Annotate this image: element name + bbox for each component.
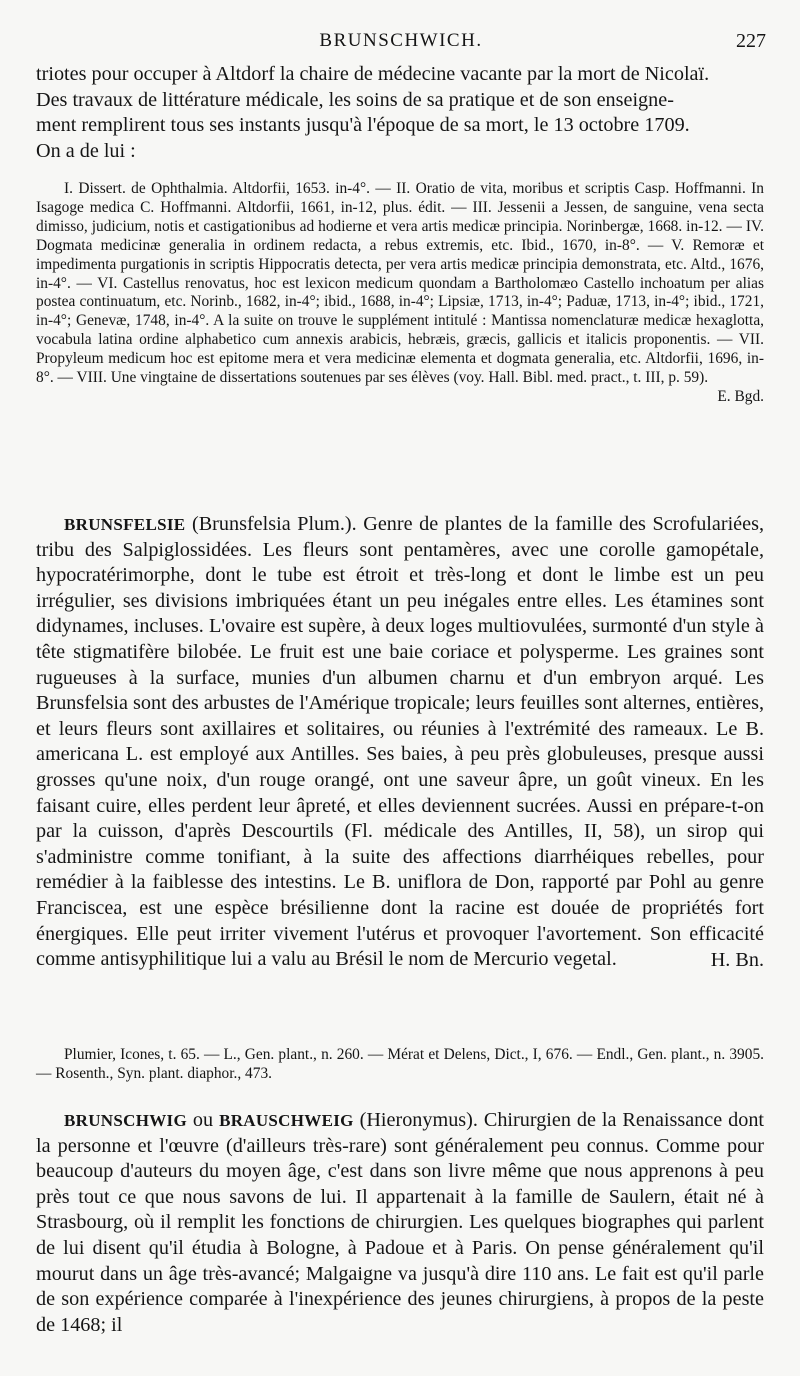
entry-first-name: (Hieronymus).	[359, 1109, 478, 1131]
entry-body: Chirurgien de la Renaissance dont la personne et l'œuvre (d'ailleurs très-rare) sont généralement peu connus. Comme pour beaucoup d'auteurs du moyen âge, c'est dans son livre même que nous apprenons à peu près tout ce que nous savons de lui. Il appartenait à la famille de Saulern, était né à Strasbourg, où il remplit les fonctions de chirurgien. Les quelques biographes qui parlent de lui disent qu'il étudia à Bologne, à Padoue et à Paris. On pense généralement qu'il mourut dans un âge très-avancé; Malgaigne va jusqu'à dire 110 ans. Le fait est qu'il parle de son expérience comparée à l'inexpérience des jeunes chirurgiens, à propos de la peste de 1468; il	[36, 1109, 765, 1336]
prev-article-line: Des travaux de littérature médicale, les soins de sa pratique et de son enseigne-	[36, 88, 674, 111]
page-header	[36, 30, 766, 56]
prev-article-line: ment remplirent tous ses instants jusqu'à l'époque de sa mort, le 13 octobre 1709.	[36, 114, 690, 137]
references-text: Plumier, Icones, t. 65. — L., Gen. plant., n. 260. — Mérat et Delens, Dict., I, 676. — Endl., Gen. plant., n. 3905. — Rosenth., Syn. plant. diaphor., 473.	[36, 1046, 764, 1082]
entry-headword: BRUNSCHWIG	[64, 1111, 187, 1130]
entry-body: Genre de plantes de la famille des Scrofulariées, tribu des Salpiglossidées. Les fleurs sont pentamères, avec une corolle gamopétale, hypocratérimorphe, dont le tube est étroit et très-long et dont le limbe est un peu irrégulier, ses divisions imbriquées étant un peu inégales entre elles. Les étamines sont didynames, incluses. L'ovaire est supère, à deux loges multiovulées, surmonté d'un style à tête stigmatifère bilobée. Le fruit est une baie coriace et polysperme. Les graines sont rugueuses à la surface, munies d'un albumen charnu et d'un embryon arqué. Les Brunsfelsia sont des arbustes de l'Amérique tropicale; leurs feuilles sont alternes, entières, et leurs fleurs sont axillaires et solitaires, ou réunies à l'extrémité des rameaux. Le B. americana L. est employé aux Antilles. Ses baies, à peu près globuleuses, presque aussi grosses qu'une noix, d'un rouge orangé, ont une saveur âpre, un goût vineux. En les faisant cuire, elles perdent leur âpreté, et elles deviennent sucrées. Aussi en prépare-t-on par la cuisson, d'après Descourtils (Fl. médicale des Antilles, II, 58), un sirop qui s'administre comme tonifiant, à la suite des affections diarrhéiques rebelles, pour remédier à la faiblesse des intestins. Le B. uniflora de Don, rapporté par Pohl au genre Franciscea, est une espèce brésilienne dont la racine est douée de propriétés fort énergiques. Elle peut irriter vivement l'utérus et provoquer l'avortement. Son efficacité comme antisyphilitique lui a valu au Brésil le nom de Mercurio vegetal.	[36, 513, 765, 971]
prev-article-bibliography-block	[36, 180, 764, 407]
entry-brunsfelsie-references	[36, 1046, 764, 1084]
running-head: BRUNSCHWICH.	[319, 30, 483, 51]
bibliography-list: I. Dissert. de Ophthalmia. Altdorfii, 1653. in-4°. — II. Oratio de vita, moribus et scriptis Casp. Hoffmanni. In Isagoge medica C. Hoffmanni. Altdorfii, 1661, in-12, plus. édit. — III. Jessenii a Jessen, de sanguine, vena secta dimisso, judicium, notis et castigationibus ad hodierne et vera artis medicæ principia. Norinbergæ, 1668. in-12. — IV. Dogmata medicinæ generalia in ordinem redacta, a rebus extremis, etc. Ibid., 1670, in-8°. — V. Remoræ et impedimenta purgationis in scriptis Hippocratis detecta, per vera artis medicæ principia demonstrata, etc. Altd., 1676, in-4°. — VI. Castellus renovatus, hoc est lexicon medicum quondam a Bartholomæo Castello inchoatum per alias postea continuatum, etc. Norinb., 1682, in-4°; ibid., 1688, in-4°; Lipsiæ, 1713, in-4°; Paduæ, 1713, in-4°; ibid., 1721, in-4°; Genevæ, 1748, in-4°. A la suite on trouve le supplément intitulé : Mantissa nomenclaturæ medicæ hexaglotta, vocabula latina ordine alphabetico cum annexis arabicis, hebræis, græcis, gallicis et italicis proponentis. — VII. Propyleum medicum hoc est epitome mera et vera medicinæ elementa et dogmata generalia, etc. Altdorfii, 1696, in-8°. — VIII. Une vingtaine de dissertations soutenues par ses élèves (voy. Hall. Bibl. med. pract., t. III, p. 59).	[36, 180, 764, 387]
entry-brunschwig	[36, 1108, 764, 1338]
entry-brunsfelsie	[36, 512, 764, 973]
author-signature: E. Bgd.	[717, 387, 764, 405]
entry-headword-variant: BRAUSCHWEIG	[219, 1111, 354, 1130]
prev-article-line: triotes pour occuper à Altdorf la chaire de médecine vacante par la mort de Nicolaï.	[36, 63, 710, 85]
entry-headword: BRUNSFELSIE	[64, 515, 186, 534]
entry-latin-name: (Brunsfelsia Plum.).	[191, 513, 357, 535]
prev-article-text	[36, 62, 764, 164]
prev-article-line: On a de lui :	[36, 139, 136, 162]
author-signature: H. Bn.	[710, 948, 764, 971]
page-number: 227	[736, 30, 766, 52]
entry-connector: ou	[192, 1109, 214, 1131]
